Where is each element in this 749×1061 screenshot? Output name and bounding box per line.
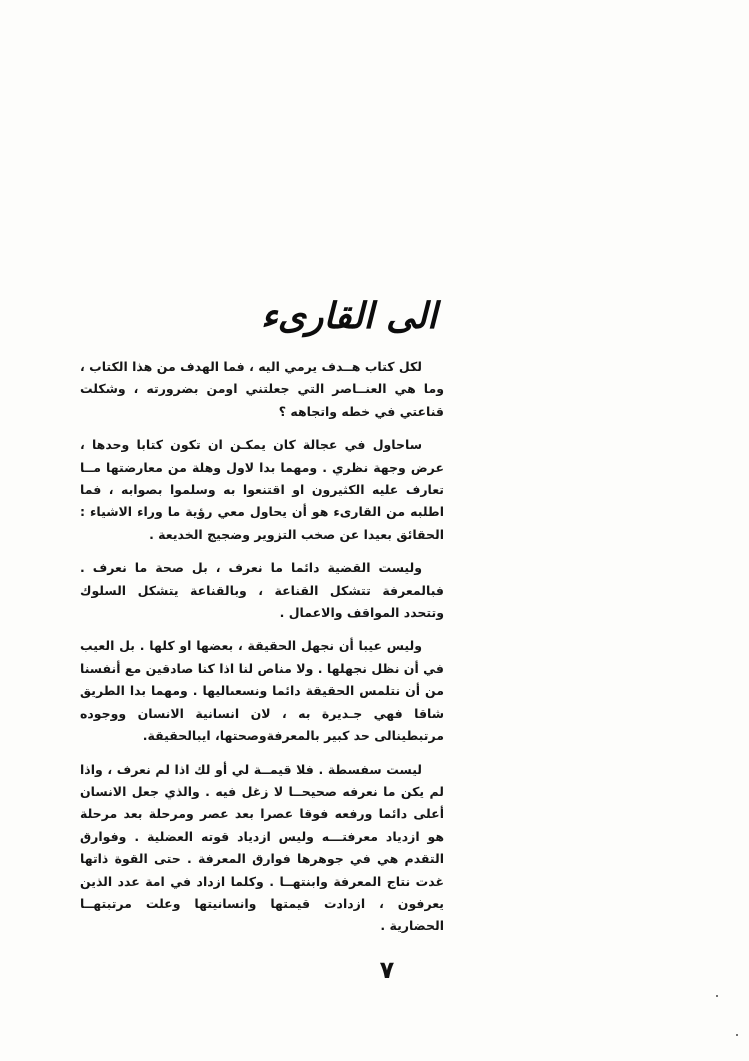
page-title: الى القارىء <box>260 295 437 337</box>
body-text <box>80 356 444 949</box>
page-number: ٧ <box>379 956 395 984</box>
paragraph-5: ليست سفسطة . فلا قيمــة لي أو لك اذا لم نعرف ، واذا لم يكن ما نعرفه صحيحــا لا زغل فيه . والذي جعل الانسان أعلى دائما ورفعه فوقا عصرا بعد عصر ومرحلة بعد مرحلة هو ازدياد معرفتـــه وليس ازدياد قوته العضلية . وفوارق التقدم هي في جوهرها فوارق المعرفة . حتى القوة ذاتها غدت نتاج المعرفة وابنتهــا . وكلما ازداد في امة عدد الذين يعرفون ، ازدادت قيمتها وانسانيتها وعلت مرتبتهــا الحضارية . <box>80 761 444 934</box>
paragraph-4: وليس عيبا أن نجهل الحقيقة ، بعضها او كلها . بل العيب في أن نظل نجهلها . ولا مناص لنا اذا كنا صادقين مع أنفسنا من أن نتلمس الحقيقة دائما ونسعىاليها . ومهما بدا الطريق شاقا فهي جـديرة به ، لان انسانية الانسان ووجوده مرتبطينالى حد كبير بالمعرفةوصحتها، ايبالحقيقة. <box>80 638 444 744</box>
paragraph-2: ساحاول في عجالة كان يمكـن ان تكون كتابا وحدها ، عرض وجهة نظري . ومهما بدا لاول وهلة من معارضتها مــا تعارف عليه الكثيرون او اقتنعوا به وسلموا بصوابه ، فما اطلبه من القارىء هو أن يحاول معي رؤية ما وراء الاشياء : الحقائق بعيدا عن صخب التزوير وضجيج الخديعة . <box>80 437 444 542</box>
paragraph-3: وليست القضية دائما ما نعرف ، بل صحة ما نعرف . فبالمعرفة تتشكل القناعة ، وبالقناعة يتشكل السلوك وتتحدد المواقف والاعمال . <box>80 560 444 621</box>
scan-speck <box>716 995 718 997</box>
scan-speck <box>736 1034 738 1036</box>
paragraph-1: لكل كتاب هــدف يرمي اليه ، فما الهدف من هذا الكتاب ، وما هي العنــاصر التي جعلتني اومن بضرورته ، وشكلت قناعتي في خطه واتجاهه ؟ <box>80 359 444 419</box>
